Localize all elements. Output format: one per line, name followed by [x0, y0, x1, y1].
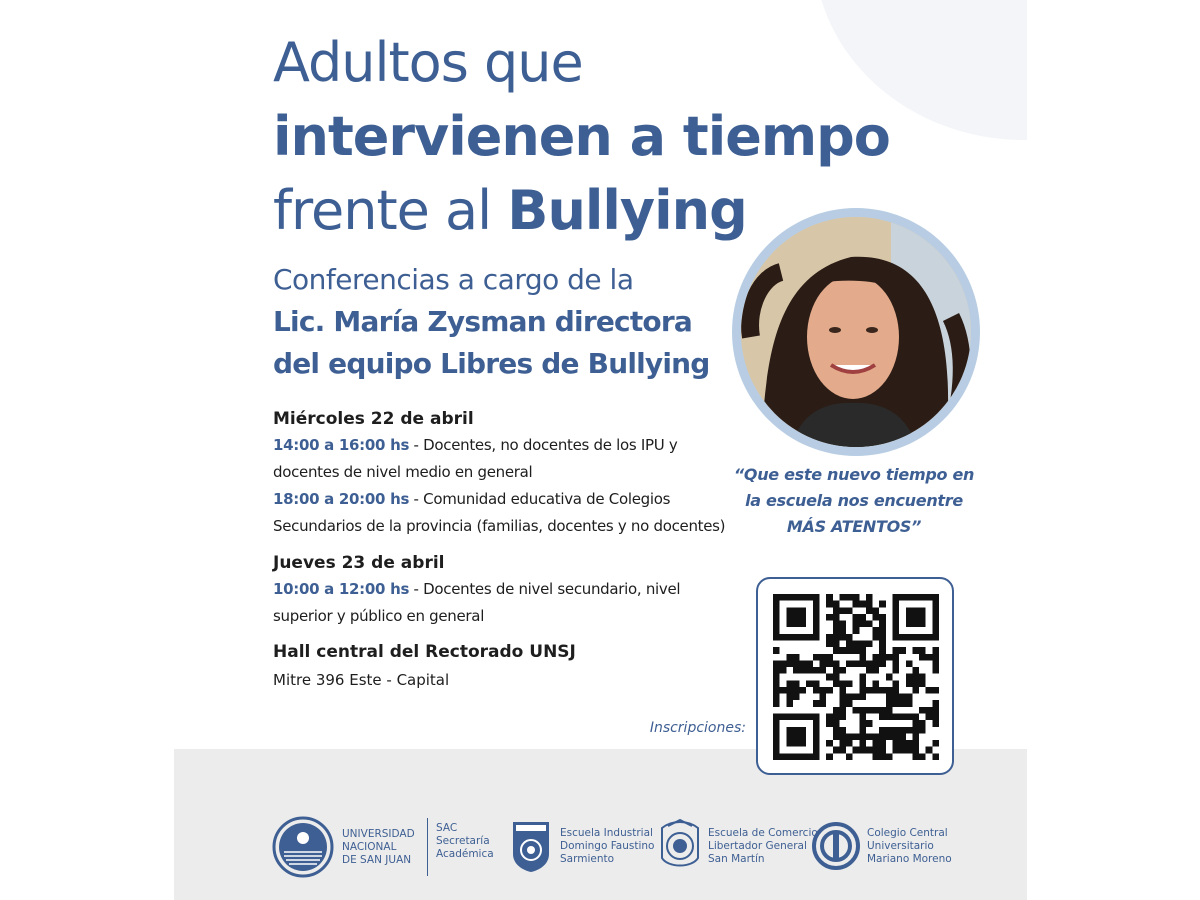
quote: [719, 462, 989, 540]
registration-qr-code[interactable]: [756, 577, 954, 775]
title-line-3-bold: Bullying: [507, 179, 747, 242]
colegio-central-logo: [811, 820, 952, 872]
qr-code-icon[interactable]: [773, 594, 939, 760]
speaker-photo-frame: [732, 208, 980, 456]
poster-subtitle: [273, 259, 710, 385]
speaker-photo: [741, 217, 971, 447]
escuela-comercio-line-2: Libertador General: [708, 839, 807, 852]
schedule: [273, 406, 743, 694]
escuela-comercio-line-3: San Martín: [708, 852, 765, 865]
escuela-industrial-logo: [510, 818, 655, 874]
escuela-industrial-line-1: Escuela Industrial: [560, 826, 653, 839]
unsj-line-3: DE SAN JUAN: [342, 853, 412, 866]
day-2-heading: Jueves 23 de abril: [273, 553, 445, 573]
unsj-line-1: UNIVERSIDAD: [342, 827, 415, 840]
unsj-logo: [272, 816, 415, 878]
escuela-industrial-line-3: Sarmiento: [560, 852, 615, 865]
colegio-central-line-2: Universitario: [867, 839, 934, 852]
registration-label: Inscripciones:: [649, 720, 746, 736]
sac-line-1: SAC: [436, 822, 458, 834]
title-line-1: Adultos que: [273, 31, 583, 94]
poster-title: [273, 26, 890, 248]
entry-text: - Comunidad educativa de Colegios Secundarios de la provincia (familias, docentes y no docentes): [273, 490, 726, 535]
schedule-entry: [273, 432, 743, 486]
subtitle-line-1: Conferencias a cargo de la: [273, 263, 634, 296]
entry-time: 18:00 a 20:00 hs: [273, 490, 410, 508]
schedule-entry: [273, 576, 743, 630]
sac-logo: [436, 822, 494, 861]
escuela-comercio-line-1: Escuela de Comercio: [708, 826, 818, 839]
colegio-central-logo-icon: [811, 820, 861, 872]
logo-divider: [427, 818, 428, 876]
quote-line-2: la escuela nos encuentre: [745, 491, 963, 510]
event-poster: [174, 0, 1027, 900]
title-line-2: intervienen a tiempo: [273, 105, 890, 168]
entry-text: - Docentes, no docentes de los IPU y docentes de nivel medio en general: [273, 436, 678, 481]
entry-time: 14:00 a 16:00 hs: [273, 436, 410, 454]
colegio-central-line-3: Mariano Moreno: [867, 852, 952, 865]
unsj-line-2: NACIONAL: [342, 840, 397, 853]
quote-line-3: MÁS ATENTOS”: [786, 517, 922, 536]
sac-line-3: Académica: [436, 848, 494, 860]
quote-line-1: “Que este nuevo tiempo en: [733, 465, 975, 484]
schedule-entry: [273, 486, 743, 540]
day-1-heading: Miércoles 22 de abril: [273, 409, 474, 429]
escuela-industrial-line-2: Domingo Faustino: [560, 839, 655, 852]
subtitle-line-3: del equipo Libres de Bullying: [273, 347, 710, 380]
colegio-central-line-1: Colegio Central: [867, 826, 948, 839]
entry-text: - Docentes de nivel secundario, nivel superior y público en general: [273, 580, 681, 625]
escuela-comercio-crest-icon: [658, 818, 702, 874]
title-line-3-light: frente al: [273, 179, 508, 242]
sac-line-2: Secretaría: [436, 835, 490, 847]
subtitle-line-2: Lic. María Zysman directora: [273, 305, 692, 338]
escuela-comercio-logo: [658, 818, 818, 874]
entry-time: 10:00 a 12:00 hs: [273, 580, 410, 598]
unsj-logo-icon: [272, 816, 334, 878]
escuela-industrial-crest-icon: [510, 818, 552, 874]
venue-name: Hall central del Rectorado UNSJ: [273, 642, 576, 662]
venue-address: Mitre 396 Este - Capital: [273, 671, 450, 689]
